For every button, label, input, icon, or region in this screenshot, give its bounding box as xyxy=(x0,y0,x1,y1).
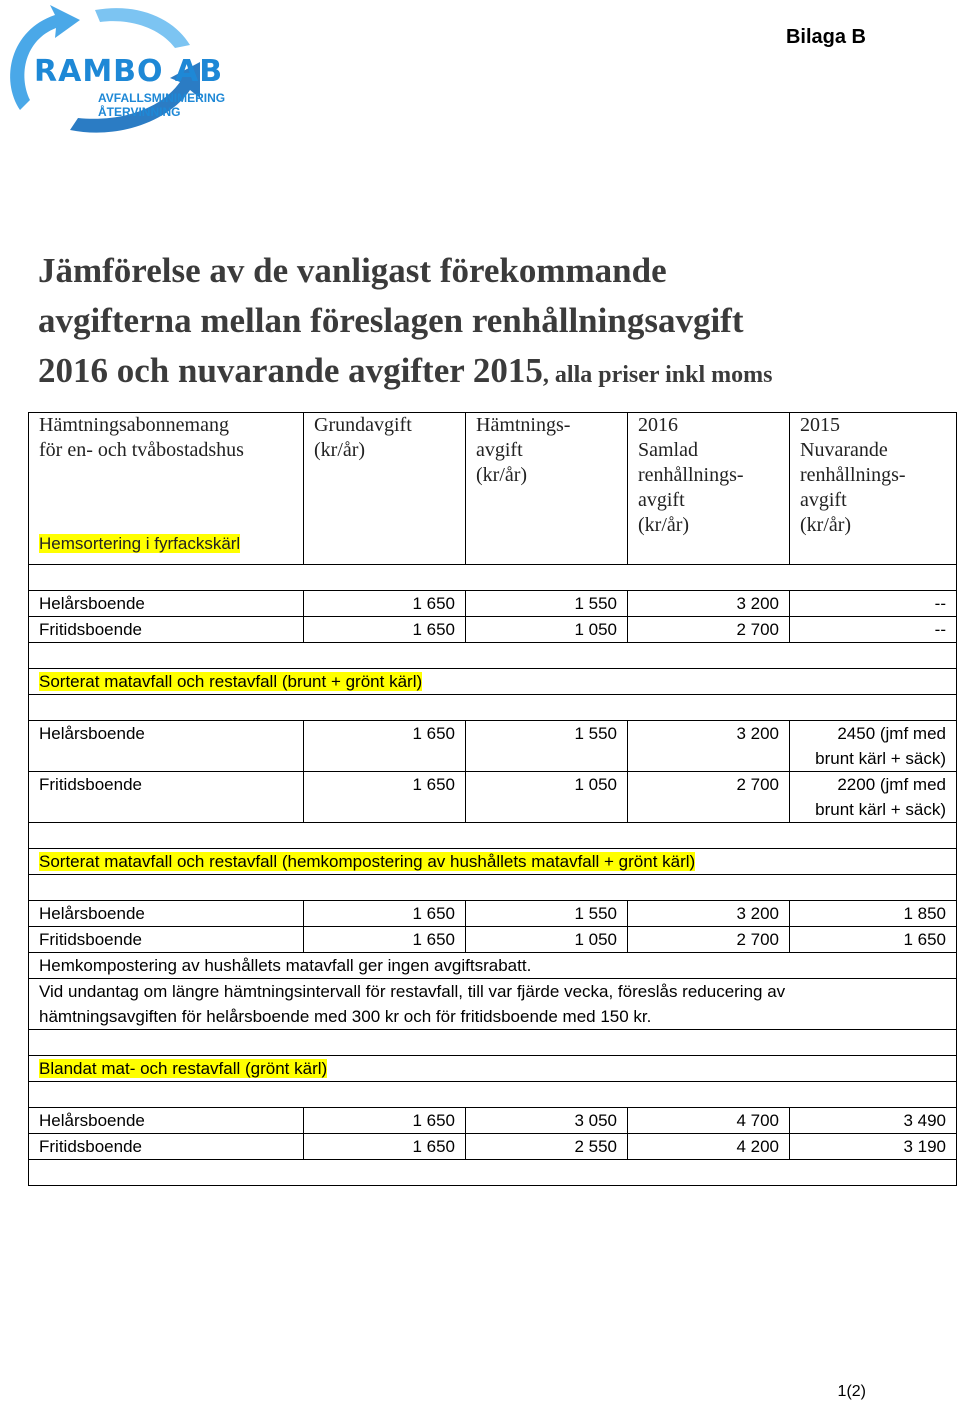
cell-samlad: 3 200 xyxy=(628,901,790,927)
header-col5-line5: (kr/år) xyxy=(800,514,852,536)
cell-hamtningsavgift: 1 550 xyxy=(466,591,628,617)
cell-nuvarande xyxy=(790,772,957,823)
title-line-2: avgifterna mellan föreslagen renhållningsavgift xyxy=(38,301,744,340)
header-col4-line3: renhållnings- xyxy=(638,464,744,486)
cell-hamtningsavgift: 1 550 xyxy=(466,721,628,772)
title-line-3 xyxy=(38,346,938,400)
header-subscription xyxy=(29,413,304,565)
section-heading: Blandat mat- och restavfall (grönt kärl) xyxy=(39,1059,328,1078)
cell-grundavgift: 1 650 xyxy=(304,617,466,643)
cell-samlad: 2 700 xyxy=(628,772,790,823)
header-col5-line1: 2015 xyxy=(800,414,840,436)
section-heading-cell xyxy=(29,849,957,875)
title-line-3-main: 2016 och nuvarande avgifter 2015 xyxy=(38,351,543,390)
cell-samlad: 4 200 xyxy=(628,1134,790,1160)
table-row xyxy=(29,617,957,643)
cell-nuvarande: 1 650 xyxy=(790,927,957,953)
cell-nuvarande: -- xyxy=(790,617,957,643)
section-heading-row xyxy=(29,1056,957,1082)
spacer-row xyxy=(29,1160,957,1186)
cell-hamtningsavgift: 3 050 xyxy=(466,1108,628,1134)
note-row xyxy=(29,953,957,979)
row-label: Fritidsboende xyxy=(29,772,304,823)
note-line-2: hämtningsavgiften för helårsboende med 300 kr och för fritidsboende med 150 kr. xyxy=(39,1007,652,1026)
table-row xyxy=(29,901,957,927)
cell-grundavgift: 1 650 xyxy=(304,901,466,927)
page-title xyxy=(38,246,938,400)
cell-hamtningsavgift: 1 550 xyxy=(466,901,628,927)
header-highlight: Hemsortering i fyrfackskärl xyxy=(39,534,241,553)
section-heading-cell xyxy=(29,669,957,695)
header-nuvarande-2015 xyxy=(790,413,957,565)
row-label: Fritidsboende xyxy=(29,617,304,643)
spacer-row xyxy=(29,565,957,591)
spacer-row xyxy=(29,695,957,721)
header-col5-line2: Nuvarande xyxy=(800,439,888,461)
section-heading: Sorterat matavfall och restavfall (hemkompostering av hushållets matavfall + grönt kärl) xyxy=(39,852,696,871)
cell-nuvarande-line2: brunt kärl + säck) xyxy=(815,749,946,768)
header-col4-line2: Samlad xyxy=(638,439,698,461)
cell-hamtningsavgift: 2 550 xyxy=(466,1134,628,1160)
header-col1-line1: Hämtningsabonnemang xyxy=(39,414,229,436)
cell-hamtningsavgift: 1 050 xyxy=(466,617,628,643)
logo-tagline-1: AVFALLSMINIMERING xyxy=(98,91,226,105)
header-samlad-2016 xyxy=(628,413,790,565)
table-row xyxy=(29,1108,957,1134)
cell-grundavgift: 1 650 xyxy=(304,721,466,772)
note-row xyxy=(29,979,957,1030)
header-col5-line3: renhållnings- xyxy=(800,464,906,486)
header-col4-line4: avgift xyxy=(638,489,685,511)
spacer-row xyxy=(29,1030,957,1056)
section-heading-row xyxy=(29,669,957,695)
title-line-3-suffix: , alla priser inkl moms xyxy=(542,362,773,388)
table-row xyxy=(29,927,957,953)
note-line-1: Vid undantag om längre hämtningsintervall för restavfall, till var fjärde vecka, föreslås reducering av xyxy=(39,982,786,1001)
cell-grundavgift: 1 650 xyxy=(304,772,466,823)
logo-name: RAMBO AB xyxy=(34,54,224,89)
note-text xyxy=(29,979,957,1030)
fee-comparison-table xyxy=(28,412,957,1186)
table-row xyxy=(29,721,957,772)
cell-samlad: 2 700 xyxy=(628,617,790,643)
table-header-row xyxy=(29,413,957,565)
page-number: 1(2) xyxy=(837,1383,866,1400)
cell-grundavgift: 1 650 xyxy=(304,591,466,617)
spacer-row xyxy=(29,823,957,849)
row-label: Helårsboende xyxy=(29,1108,304,1134)
row-label: Helårsboende xyxy=(29,901,304,927)
header-col4-line5: (kr/år) xyxy=(638,514,690,536)
header-col4-line1: 2016 xyxy=(638,414,678,436)
header-col3-line3: (kr/år) xyxy=(476,464,528,486)
rambo-logo xyxy=(0,0,230,140)
section-heading: Sorterat matavfall och restavfall (brunt + grönt kärl) xyxy=(39,672,423,691)
row-label: Helårsboende xyxy=(29,721,304,772)
table-row xyxy=(29,591,957,617)
header-col3-line2: avgift xyxy=(476,439,523,461)
section-heading-cell xyxy=(29,1056,957,1082)
cell-grundavgift: 1 650 xyxy=(304,927,466,953)
row-label: Fritidsboende xyxy=(29,927,304,953)
cell-hamtningsavgift: 1 050 xyxy=(466,927,628,953)
cell-hamtningsavgift: 1 050 xyxy=(466,772,628,823)
note-text: Hemkompostering av hushållets matavfall ger ingen avgiftsrabatt. xyxy=(29,953,957,979)
cell-nuvarande-line1: 2200 (jmf med xyxy=(837,775,946,794)
spacer-row xyxy=(29,643,957,669)
cell-samlad: 2 700 xyxy=(628,927,790,953)
cell-grundavgift: 1 650 xyxy=(304,1134,466,1160)
row-label: Fritidsboende xyxy=(29,1134,304,1160)
cell-nuvarande: -- xyxy=(790,591,957,617)
cell-nuvarande: 3 490 xyxy=(790,1108,957,1134)
cell-samlad: 4 700 xyxy=(628,1108,790,1134)
section-heading-row xyxy=(29,849,957,875)
cell-nuvarande xyxy=(790,721,957,772)
header-col1-line2: för en- och tvåbostadshus xyxy=(39,439,244,461)
cell-nuvarande: 3 190 xyxy=(790,1134,957,1160)
cell-nuvarande: 1 850 xyxy=(790,901,957,927)
row-label: Helårsboende xyxy=(29,591,304,617)
cell-samlad: 3 200 xyxy=(628,591,790,617)
table-row xyxy=(29,1134,957,1160)
header-col2-line2: (kr/år) xyxy=(314,439,366,461)
spacer-row xyxy=(29,875,957,901)
header-col2-line1: Grundavgift xyxy=(314,414,412,436)
title-line-1: Jämförelse av de vanligast förekommande xyxy=(38,251,667,290)
header-col3-line1: Hämtnings- xyxy=(476,414,571,436)
spacer-row xyxy=(29,1082,957,1108)
table-row xyxy=(29,772,957,823)
appendix-label: Bilaga B xyxy=(785,26,866,48)
logo-tagline xyxy=(98,91,225,119)
cell-grundavgift: 1 650 xyxy=(304,1108,466,1134)
logo-tagline-2: ÅTERVINNING xyxy=(98,105,181,119)
header-hamtningsavgift xyxy=(466,413,628,565)
header-col5-line4: avgift xyxy=(800,489,847,511)
header-grundavgift xyxy=(304,413,466,565)
header-highlight-wrap xyxy=(39,531,240,556)
cell-nuvarande-line2: brunt kärl + säck) xyxy=(815,800,946,819)
cell-samlad: 3 200 xyxy=(628,721,790,772)
cell-nuvarande-line1: 2450 (jmf med xyxy=(837,724,946,743)
